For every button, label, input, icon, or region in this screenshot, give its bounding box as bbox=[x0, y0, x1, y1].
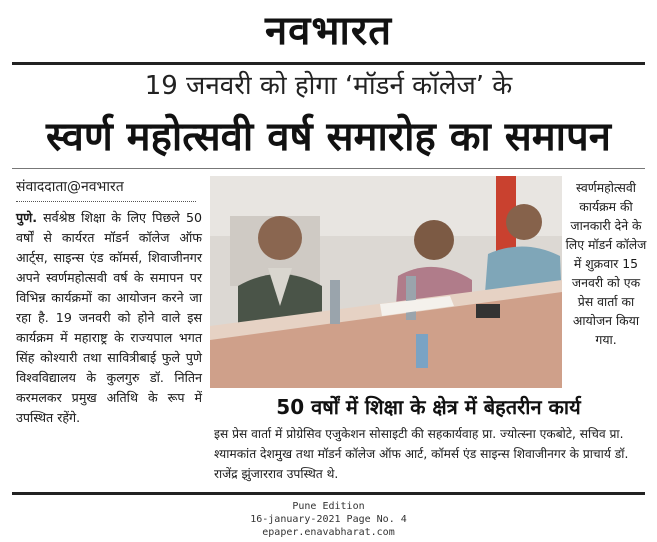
article-subhead: 19 जनवरी को होगा ‘मॉडर्न कॉलेज’ के bbox=[144, 71, 513, 101]
newspaper-masthead: नवभारत bbox=[264, 8, 393, 54]
article-byline: संवाददाता@नवभारत bbox=[16, 179, 124, 195]
press-conference-photo-image bbox=[210, 176, 562, 388]
press-conference-photo bbox=[210, 176, 562, 388]
photo-caption: स्वर्णमहोत्सवी कार्यक्रम की जानकारी देने के लिए मॉडर्न कॉलेज में शुक्रवार 15 जनवरी को एक प्रेस वार्ता का आयोजन किया गया. bbox=[565, 180, 647, 347]
article-subheading: 50 वर्षों में शिक्षा के क्षेत्र में बेहतरीन कार्य bbox=[276, 395, 581, 419]
footer-date-page: 16-january-2021 Page No. 4 bbox=[250, 514, 407, 525]
footer-edition: Pune Edition bbox=[292, 501, 365, 512]
article-body-text: सर्वश्रेष्ठ शिक्षा के लिए पिछले 50 वर्षों से कार्यरत मॉडर्न कॉलेज ऑफ आर्ट्स, साइन्स एंड कॉमर्स, शिवाजीनगर अपने स्वर्णमहोत्सवी वर्ष के समापन पर विभिन्न कार्यक्रमों का आयोजन करने जा रहा है. 19 जनवरी को होने वाले इस कार्यक्रम में महाराष्ट्र के राज्यपाल भगत सिंह कोश्यारी तथा सावित्रीबाई फुले पुणे विश्वविद्यालय के कुलगुरु डॉ. नितिन करमलकर प्रमुख अतिथि के रूप में उपस्थित रहेंगे. bbox=[16, 210, 202, 425]
masthead-rule bbox=[12, 62, 645, 65]
byline-divider bbox=[16, 201, 196, 202]
page-bottom-rule bbox=[12, 492, 645, 495]
page-footer bbox=[0, 500, 657, 540]
article-dateline: पुणे. bbox=[16, 210, 38, 225]
article-sub-text: इस प्रेस वार्ता में प्रोग्रेसिव एजुकेशन सोसाइटी की सहकार्यवाह प्रा. ज्योत्स्ना एकबोटे, सचिव प्रा. श्यामकांत देशमुख तथा मॉडर्न कॉलेज ऑफ आर्ट, कॉमर्स एंड साइन्स शिवाजीनगर के प्राचार्य डॉ. राजेंद्र झुंजारराव उपस्थित थे. bbox=[214, 427, 629, 481]
footer-site-link[interactable]: epaper.enavabharat.com bbox=[262, 527, 395, 538]
article-body bbox=[16, 208, 202, 488]
article-headline: स्वर्ण महोत्सवी वर्ष समारोह का समापन bbox=[46, 114, 611, 160]
headline-rule bbox=[12, 168, 645, 169]
